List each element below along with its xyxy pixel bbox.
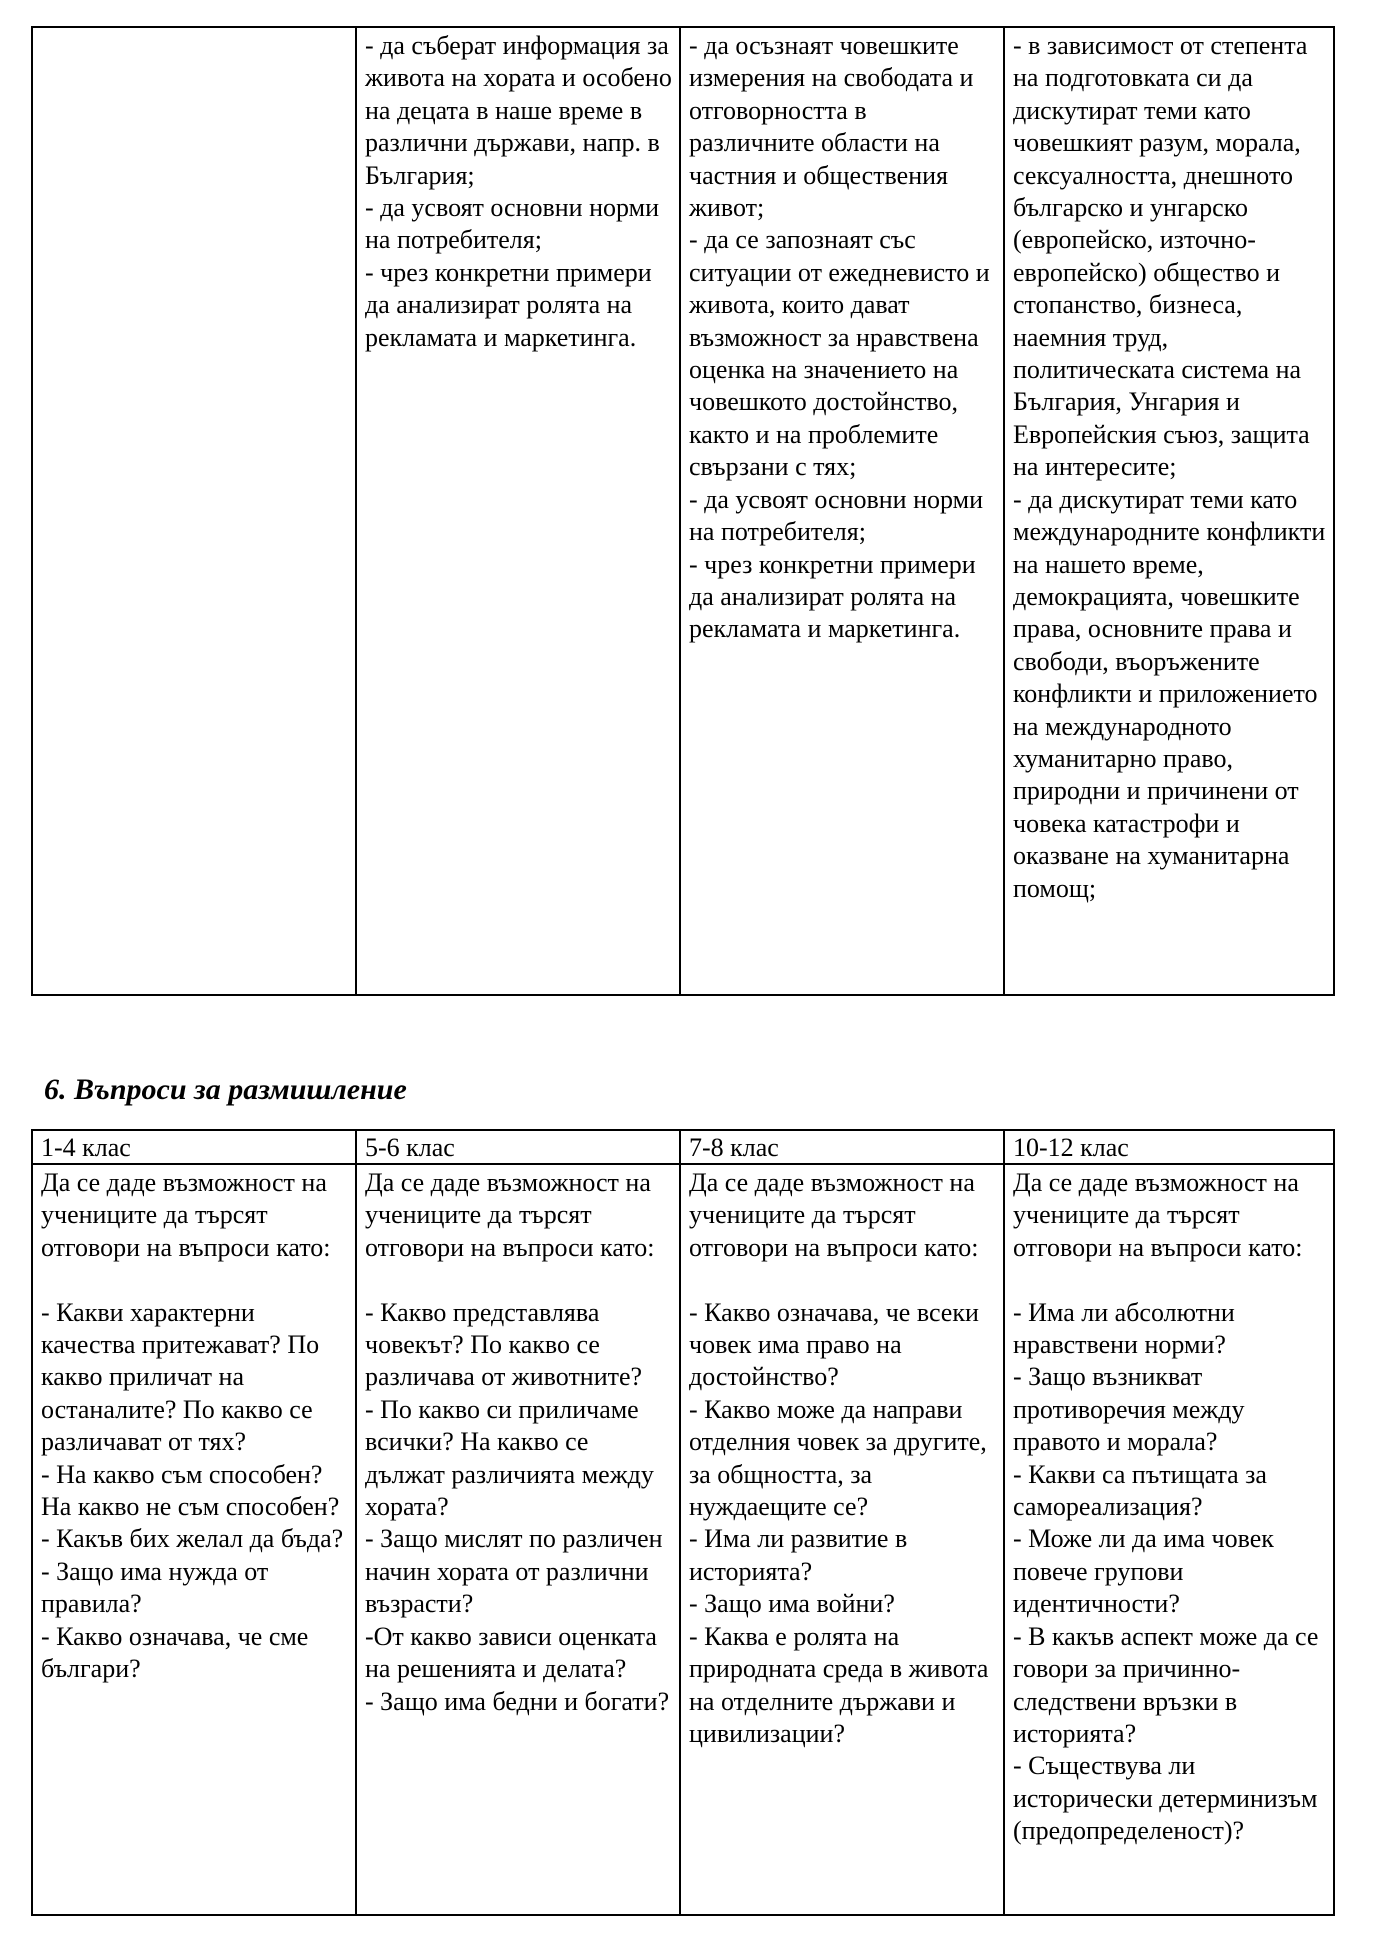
objectives-cell-grade-7-8: - да осъзнаят човешките измерения на свободата и отговорността в различните области на частния и обществения живот; - да се запознаят със ситуации от ежедневисто и живота, които дават възможност за нравствена оценка на значението на човешкото достойнство, както и на проблемите свързани с тях; - да усвоят основни норми на потребителя; - чрез конкретни примери да анализират ролята на рекламата и маркетинга. bbox=[680, 27, 1004, 995]
column-header-grade-7-8: 7-8 клас bbox=[680, 1130, 1004, 1164]
reflection-questions-table bbox=[31, 1129, 1335, 1916]
table-row bbox=[32, 1164, 1334, 1915]
table-header-row bbox=[32, 1130, 1334, 1164]
objectives-table bbox=[31, 26, 1335, 996]
questions-cell-grade-5-6: Да се даде възможност на учениците да търсят отговори на въпроси като: - Какво представлява човекът? По какво се различава от животните? - По какво си приличаме всички? На какво се дължат различията между хората? - Защо мислят по различен начин хората от различни възрасти? -От какво зависи оценката на решенията и делата? - Защо има бедни и богати? bbox=[356, 1164, 680, 1915]
questions-cell-grade-10-12: Да се даде възможност на учениците да търсят отговори на въпроси като: - Има ли абсолютни нравствени норми? - Защо възникват противоречия между правото и морала? - Какви са пътищата за самореализация? - Може ли да има човек повече групови идентичности? - В какъв аспект може да се говори за причинно-следствени връзки в историята? - Съществува ли исторически детерминизъм (предопределеност)? bbox=[1004, 1164, 1334, 1915]
column-header-grade-10-12: 10-12 клас bbox=[1004, 1130, 1334, 1164]
objectives-cell-grade-1-4 bbox=[32, 27, 356, 995]
objectives-cell-grade-5-6: - да съберат информация за живота на хората и особено на децата в наше време в различни държави, напр. в България; - да усвоят основни норми на потребителя; - чрез конкретни примери да анализират ролята на рекламата и маркетинга. bbox=[356, 27, 680, 995]
questions-cell-grade-7-8: Да се даде възможност на учениците да търсят отговори на въпроси като: - Какво означава, че всеки човек има право на достойнство? - Какво може да направи отделния човек за другите, за общността, за нуждаещите се? - Има ли развитие в историята? - Защо има войни? - Каква е ролята на природната среда в живота на отделните държави и цивилизации? bbox=[680, 1164, 1004, 1915]
questions-cell-grade-1-4: Да се даде възможност на учениците да търсят отговори на въпроси като: - Какви характерни качества притежават? По какво приличат на останалите? По какво се различават от тях? - На какво съм способен? На какво не съм способен? - Какъв бих желал да бъда? - Защо има нужда от правила? - Какво означава, че сме българи? bbox=[32, 1164, 356, 1915]
column-header-grade-5-6: 5-6 клас bbox=[356, 1130, 680, 1164]
column-header-grade-1-4: 1-4 клас bbox=[32, 1130, 356, 1164]
table-row bbox=[32, 27, 1334, 995]
section-heading: 6. Въпроси за размишление bbox=[44, 1073, 407, 1106]
objectives-cell-grade-10-12: - в зависимост от степента на подготовката си да дискутират теми като човешкият разум, морала, сексуалността, днешното българско и унгарско (европейско, източно-европейско) общество и стопанство, бизнеса, наемния труд, политическата система на България, Унгария и Европейския съюз, защита на интересите; - да дискутират теми като международните конфликти на нашето време, демокрацията, човешките права, основните права и свободи, въоръжените конфликти и приложението на международното хуманитарно право, природни и причинени от човека катастрофи и оказване на хуманитарна помощ; bbox=[1004, 27, 1334, 995]
